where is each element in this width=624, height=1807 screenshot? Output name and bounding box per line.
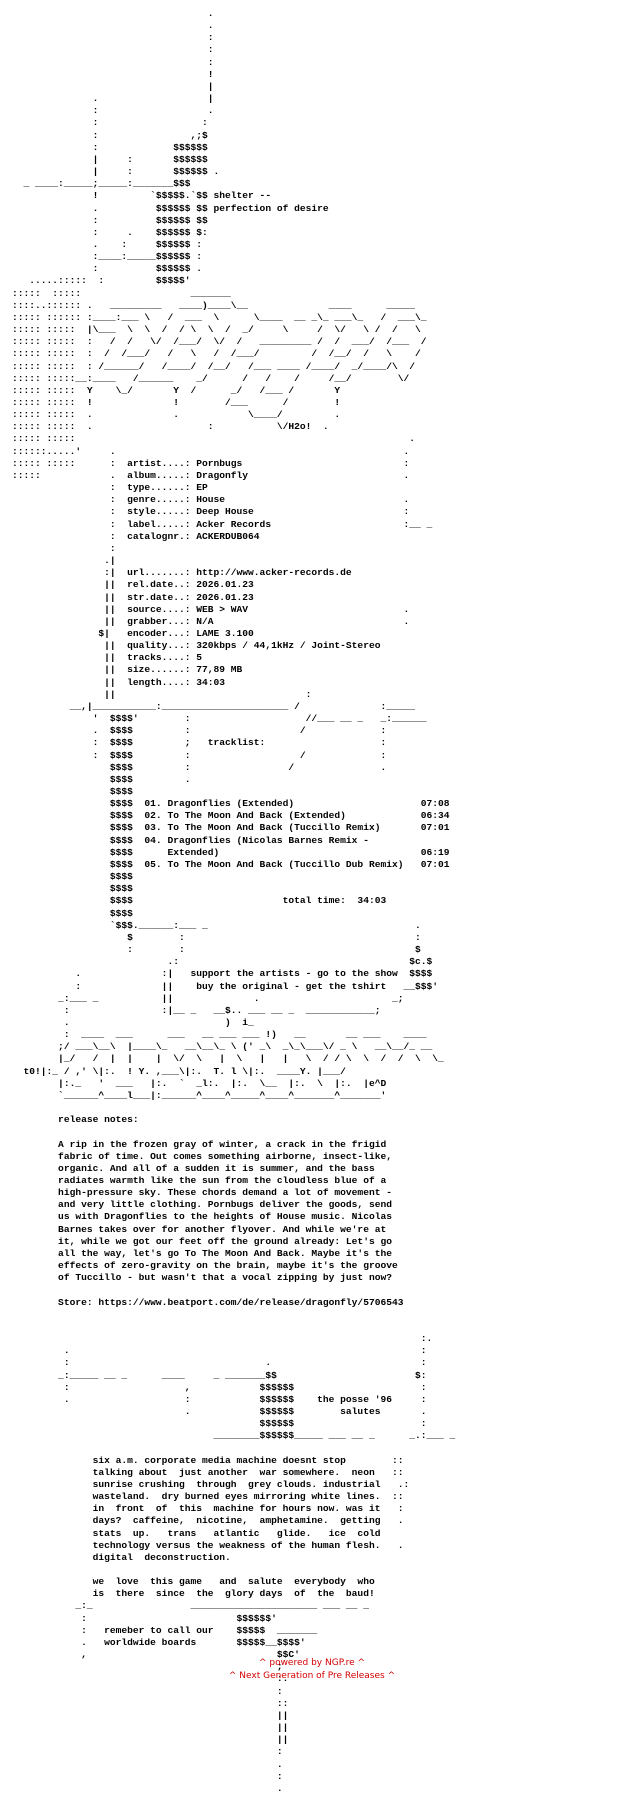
nfo-line: ________$$$$$$_____ ___ __ _ _.:___ _	[12, 1430, 456, 1442]
nfo-line: ' $$$$' : //___ __ _ _:______	[12, 713, 427, 725]
nfo-line: it, while we got our feet off the ground already: Let's go	[12, 1235, 392, 1247]
nfo-line: days? caffeine, nicotine, amphetamine. getting .	[12, 1515, 404, 1527]
nfo-line: organic. And all of a sudden it is summer, and the bass	[12, 1162, 375, 1174]
nfo-line: release notes:	[12, 1114, 139, 1126]
nfo-line: :	[12, 542, 116, 554]
nfo-line: ::::: ::::: .	[12, 433, 416, 445]
nfo-line: $$$$ 02. To The Moon And Back (Extended) 06:34	[12, 810, 450, 822]
nfo-line: || size......: 77,89 MB	[12, 664, 243, 676]
nfo-line: radiates warmth like the sun from the cloudless blue of a	[12, 1175, 387, 1186]
nfo-line: . ) i_	[12, 1016, 254, 1028]
nfo-line: fabric of time. Out comes something airborne, insect-like,	[12, 1150, 392, 1162]
nfo-line: $$$$$$ :	[12, 1418, 427, 1430]
nfo-line: ||	[12, 1722, 289, 1734]
nfo-line: effects of zero-gravity on the brain, maybe it's the groove	[12, 1260, 398, 1272]
nfo-line: : , $$$$$$ :	[12, 1381, 427, 1393]
nfo-line: |	[12, 80, 214, 92]
nfo-line: in front of this machine for hours now. was it :	[12, 1503, 404, 1515]
nfo-line: ::::: ::::: _______	[12, 287, 231, 299]
nfo-line: and very little clothing. Pornbugs deliver the goods, send	[12, 1199, 392, 1211]
nfo-line: :____:_____$$$$$$ :	[12, 251, 202, 263]
nfo-line: .	[12, 20, 214, 32]
nfo-line: :	[12, 1770, 283, 1782]
nfo-line: ;	[12, 1661, 283, 1673]
nfo-line: stats up. trans atlantic glide. ice cold	[12, 1527, 381, 1539]
nfo-line: || str.date..: 2026.01.23	[12, 591, 254, 603]
nfo-line: : : $	[12, 944, 421, 956]
nfo-line: `______^____l___|:______^____^_____^____^_______^_______'	[12, 1089, 387, 1101]
nfo-line: : $$$$ : / :	[12, 749, 387, 761]
nfo-line: . $$$$$$ $$ perfection of desire	[12, 202, 329, 214]
nfo-line: : ,;$	[12, 129, 208, 141]
footer	[0, 1657, 624, 1683]
nfo-line: | : $$$$$$ .	[12, 166, 220, 178]
nfo-line: || :	[12, 688, 312, 700]
nfo-line: : catalognr.: ACKERDUB064	[12, 530, 260, 542]
powered-by-link[interactable]: ^ powered by NGP.re ^	[258, 1658, 366, 1668]
nfo-line: $$$$ 04. Dragonflies (Nicolas Barnes Remix -	[12, 834, 369, 846]
nfo-line: sunrise crushing through grey clouds. industrial .:	[12, 1478, 410, 1490]
nfo-line: .|	[12, 555, 116, 567]
nfo-line: _:___ _ || . _;	[12, 992, 404, 1004]
nfo-line: us with Dragonflies to the heights of House music. Nicolas	[12, 1211, 392, 1223]
nfo-line: ::::::.....' . .	[12, 445, 410, 457]
nfo-line: . |	[12, 93, 214, 105]
nfo-line: ||	[12, 1709, 289, 1721]
nfo-line: || grabber...: N/A .	[12, 615, 410, 627]
nfo-line: $$$$ .	[12, 773, 191, 785]
nfo-line: : type......: EP	[12, 482, 208, 494]
nfo-line: `$$$.______:___ _ .	[12, 919, 421, 931]
nfo-line: is there since the glory days of the baud!	[12, 1588, 375, 1600]
nfo-line: . :	[12, 1345, 427, 1357]
nfo-line: : :	[12, 117, 208, 129]
nfo-line: $$$$	[12, 871, 133, 883]
nfo-line: : $$$$$$'	[12, 1612, 277, 1624]
nfo-line: $| encoder...: LAME 3.100	[12, 627, 254, 639]
nfo-line: ::::: :::::__:____ /______ _/ / / / /__/ \/	[12, 372, 410, 384]
nfo-line: ::::: ::::: |\___ \ \ / / \ \ / _/ \ / \/ \ / / \	[12, 324, 421, 336]
nfo-line: . : $$$$$$ :	[12, 238, 202, 250]
nfo-line: || rel.date..: 2026.01.23	[12, 579, 254, 591]
nfo-line: :	[12, 1746, 283, 1758]
nfo-line: $$$$	[12, 883, 133, 895]
nfo-line: $$$$ 05. To The Moon And Back (Tuccillo Dub Remix) 07:01	[12, 858, 450, 870]
nfo-line: || tracks....: 5	[12, 652, 202, 664]
next-generation-link[interactable]: ^ Next Generation of Pre Releases ^	[228, 1671, 396, 1681]
nfo-line: six a.m. corporate media machine doesnt stop ::	[12, 1454, 404, 1466]
nfo-line: : label.....: Acker Records :__ _	[12, 518, 433, 530]
nfo-line: ! `$$$$$.`$$ shelter --	[12, 190, 272, 202]
nfo-line: ::::: ::::: : / /___/ / \ / /___/ / /__/ / \ /	[12, 348, 421, 360]
nfo-line: : :|__ _ __$.. ___ __ _ ____________;	[12, 1004, 381, 1016]
nfo-line: :	[12, 1685, 283, 1697]
nfo-line: ||	[12, 1734, 289, 1746]
nfo-line: .	[12, 1782, 283, 1794]
nfo-line: : $$$$ ; tracklist: :	[12, 737, 387, 749]
nfo-line: _ ____:_____;_____:_______$$$	[12, 178, 191, 190]
nfo-line: :.	[12, 1333, 433, 1345]
nfo-line: || quality...: 320kbps / 44,1kHz / Joint-Stereo	[12, 640, 381, 652]
nfo-line: ::::: ::::: : artist....: Pornbugs :	[12, 457, 410, 469]
nfo-line: ::::: ::::: ! ! /___ / !	[12, 397, 341, 408]
nfo-line: A rip in the frozen gray of winter, a crack in the frigid	[12, 1138, 387, 1150]
nfo-line: : $$$$$$	[12, 141, 208, 153]
nfo-line: high-pressure sky. These chords demand a lot of movement -	[12, 1187, 392, 1199]
nfo-line: t0!|:_ / ,' \|:. ! Y. ,___\|:. T. l \|:. ____Y. |___/	[12, 1065, 346, 1077]
nfo-line: .	[12, 8, 214, 19]
nfo-line: .: $c.$	[12, 956, 433, 968]
nfo-line: $ : :	[12, 931, 421, 943]
nfo-line: |_/ / | | | \/ \ | \ | | \ / / \ \ / / \ \_	[12, 1053, 444, 1065]
nfo-line: .....::::: : $$$$$'	[12, 275, 191, 287]
nfo-line: : style.....: Deep House :	[12, 506, 410, 518]
nfo-line: |:._ ' ___ |:. ` _l:. |:. \__ |:. \ |:. |e^D	[12, 1077, 387, 1089]
nfo-line: . $$$$$$ salutes .	[12, 1405, 427, 1417]
nfo-line: :.	[12, 1673, 289, 1685]
nfo-line: : $$$$$$ .	[12, 263, 202, 275]
nfo-line: . $$$$ : / :	[12, 725, 387, 737]
nfo-line: , $$C'	[12, 1649, 300, 1661]
nfo-line: :	[12, 44, 214, 56]
nfo-line: :	[12, 32, 214, 44]
nfo-line: $$$$ Extended) 06:19	[12, 846, 450, 858]
nfo-line: ;/ ___\__\ |____\_ __\__\_ \ (' _\ _\_\___\/ _ \ __\__/_ __	[12, 1041, 433, 1053]
nfo-line: : .	[12, 105, 214, 117]
nfo-line: : $$$$$$ $$	[12, 214, 208, 226]
nfo-line: : . :	[12, 1357, 427, 1369]
nfo-line: : . $$$$$$ $:	[12, 226, 208, 238]
nfo-line: __,|___________:______________________ / :_____	[12, 700, 416, 712]
nfo-line: :	[12, 56, 214, 68]
nfo-line: !	[12, 68, 214, 80]
nfo-line: || length....: 34:03	[12, 676, 226, 688]
nfo-line: ::::: . album.....: Dragonfly .	[12, 469, 410, 481]
nfo-line: : genre.....: House .	[12, 494, 410, 506]
nfo-line: ::::..:::::: . _________ ____)____\__ ____ _____	[12, 299, 416, 311]
nfo-line: . : $$$$$$ the posse '96 :	[12, 1393, 427, 1405]
nfo-line: ::::: ::::: . . \____/ .	[12, 409, 341, 421]
nfo-line: technology versus the weakness of the human flesh. .	[12, 1539, 404, 1551]
nfo-line: $$$$ 01. Dragonflies (Extended) 07:08	[12, 798, 450, 810]
nfo-line: all the way, let's go To The Moon And Back. Maybe it's the	[12, 1247, 392, 1259]
nfo-line: ::::: ::::: . : \/H2o! .	[12, 421, 329, 433]
nfo-line: talking about just another war somewhere. neon ::	[12, 1466, 404, 1478]
nfo-line: Store: https://www.beatport.com/de/release/dragonfly/5706543	[12, 1296, 404, 1308]
nfo-line: digital deconstruction.	[12, 1551, 231, 1563]
nfo-line: : || buy the original - get the tshirt __$$$'	[12, 980, 439, 992]
nfo-line: we love this game and salute everybody who	[12, 1576, 375, 1588]
nfo-line: . :| support the artists - go to the show $$$$	[12, 968, 433, 980]
nfo-line: wasteland. dry burned eyes mirroring white lines. ::	[12, 1491, 404, 1503]
nfo-line: $$$$ 03. To The Moon And Back (Tuccillo Remix) 07:01	[12, 822, 450, 834]
nfo-line: :| url.......: http://www.acker-records.de	[12, 567, 352, 579]
nfo-line: || source....: WEB > WAV .	[12, 603, 410, 615]
nfo-ascii-art	[12, 8, 455, 1807]
nfo-line: ::::: ::::: : /______/ /____/ /__/ /___ ____ /____/ _/____/\ /	[12, 360, 416, 372]
nfo-line: . worldwide boards $$$$$__$$$$'	[12, 1636, 306, 1648]
nfo-line: _:_____ __ _ ____ _ _______$$ $:	[12, 1369, 427, 1381]
nfo-line: ::::: :::::: :____:___ \ / ___ \ \____ __ _\_ ___\_ / ___\_	[12, 311, 427, 323]
nfo-line: ::::: ::::: Y \_/ Y / _/ /___ / Y	[12, 384, 341, 396]
nfo-line: : remeber to call our $$$$$ _______	[12, 1624, 318, 1636]
nfo-line: | : $$$$$$	[12, 153, 208, 165]
nfo-line: Barnes takes over for another flyover. And while we're at	[12, 1223, 387, 1235]
nfo-line: : ____ ___ ___ __ ___ ___ !) __ __ ___ ____	[12, 1029, 427, 1041]
nfo-line: ::::: ::::: : / / \/ /___/ \/ / _________ / / ___/ /___ /	[12, 336, 427, 348]
nfo-line: $$$$	[12, 907, 133, 919]
nfo-line: .	[12, 1758, 283, 1770]
nfo-line: _:_ ______________________ ___ __ _	[12, 1600, 369, 1612]
nfo-line: of Tuccillo - but wasn't that a vocal zipping by just now?	[12, 1272, 392, 1284]
nfo-line: ::	[12, 1697, 289, 1709]
nfo-line: $$$$	[12, 786, 133, 797]
nfo-line: $$$$ total time: 34:03	[12, 895, 387, 907]
nfo-line: $$$$ : / .	[12, 761, 387, 773]
